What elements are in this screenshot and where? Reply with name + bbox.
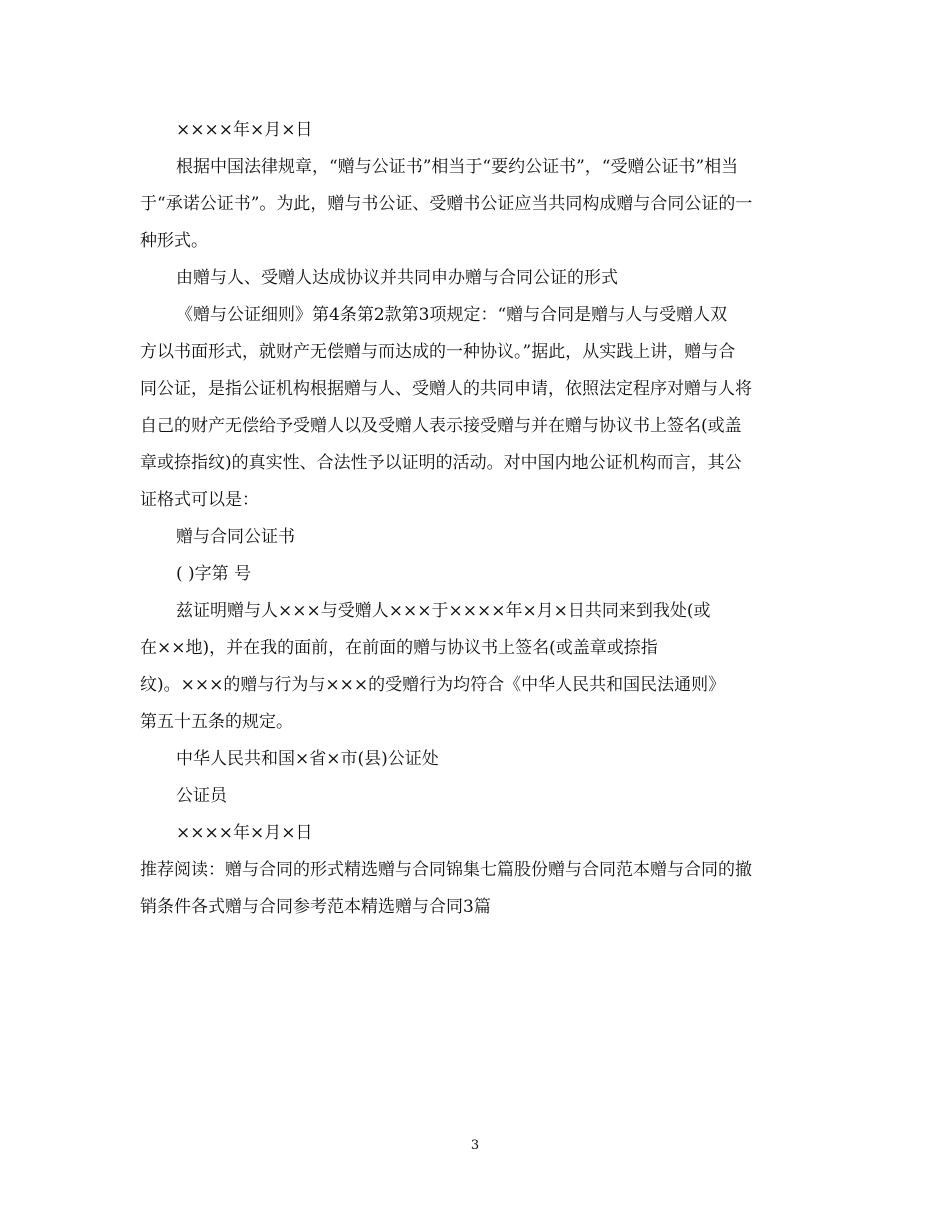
notary-officer: 公证员 <box>176 786 227 806</box>
certificate-title: 赠与合同公证书 <box>176 527 295 547</box>
paragraph-line: 同公证，是指公证机构根据赠与人、受赠人的共同申请，依照法定程序对赠与人将 <box>140 379 752 399</box>
page-number: 3 <box>470 1138 480 1153</box>
paragraph-line: 自己的财产无偿给予受赠人以及受赠人表示接受赠与并在赠与协议书上签名(或盖 <box>140 416 742 436</box>
paragraph-line: 在××地)，并在我的面前，在前面的赠与协议书上签名(或盖章或捺指 <box>140 638 658 658</box>
date-line-bottom: ××××年×月×日 <box>176 823 313 843</box>
paragraph-line: 于“承诺公证书”。为此，赠与书公证、受赠书公证应当共同构成赠与合同公证的一 <box>140 194 753 214</box>
certificate-number: ( )字第 号 <box>176 564 252 584</box>
recommended-reading-line: 销条件各式赠与合同参考范本精选赠与合同3篇 <box>140 897 491 917</box>
paragraph-line: 证格式可以是： <box>140 490 259 510</box>
notary-office: 中华人民共和国×省×市(县)公证处 <box>176 749 439 769</box>
paragraph-line: 兹证明赠与人×××与受赠人×××于××××年×月×日共同来到我处(或 <box>176 601 711 621</box>
recommended-reading-line: 推荐阅读：赠与合同的形式精选赠与合同锦集七篇股份赠与合同范本赠与合同的撤 <box>140 860 752 880</box>
date-line-top: ××××年×月×日 <box>176 120 313 140</box>
section-heading: 由赠与人、受赠人达成协议并共同申办赠与合同公证的形式 <box>176 268 618 288</box>
paragraph-line: 第五十五条的规定。 <box>140 712 293 732</box>
paragraph-line: 纹)。×××的赠与行为与×××的受赠行为均符合《中华人民共和国民法通则》 <box>140 675 726 695</box>
paragraph-line: 根据中国法律规章，“赠与公证书”相当于“要约公证书”，“受赠公证书”相当 <box>176 157 739 177</box>
paragraph-line: 《赠与公证细则》第4条第2款第3项规定：“赠与合同是赠与人与受赠人双 <box>176 305 728 325</box>
paragraph-line: 章或捺指纹)的真实性、合法性予以证明的活动。对中国内地公证机构而言，其公 <box>140 453 742 473</box>
paragraph-line: 方以书面形式，就财产无偿赠与而达成的一种协议。”据此，从实践上讲，赠与合 <box>140 342 736 362</box>
paragraph-line: 种形式。 <box>140 231 208 251</box>
